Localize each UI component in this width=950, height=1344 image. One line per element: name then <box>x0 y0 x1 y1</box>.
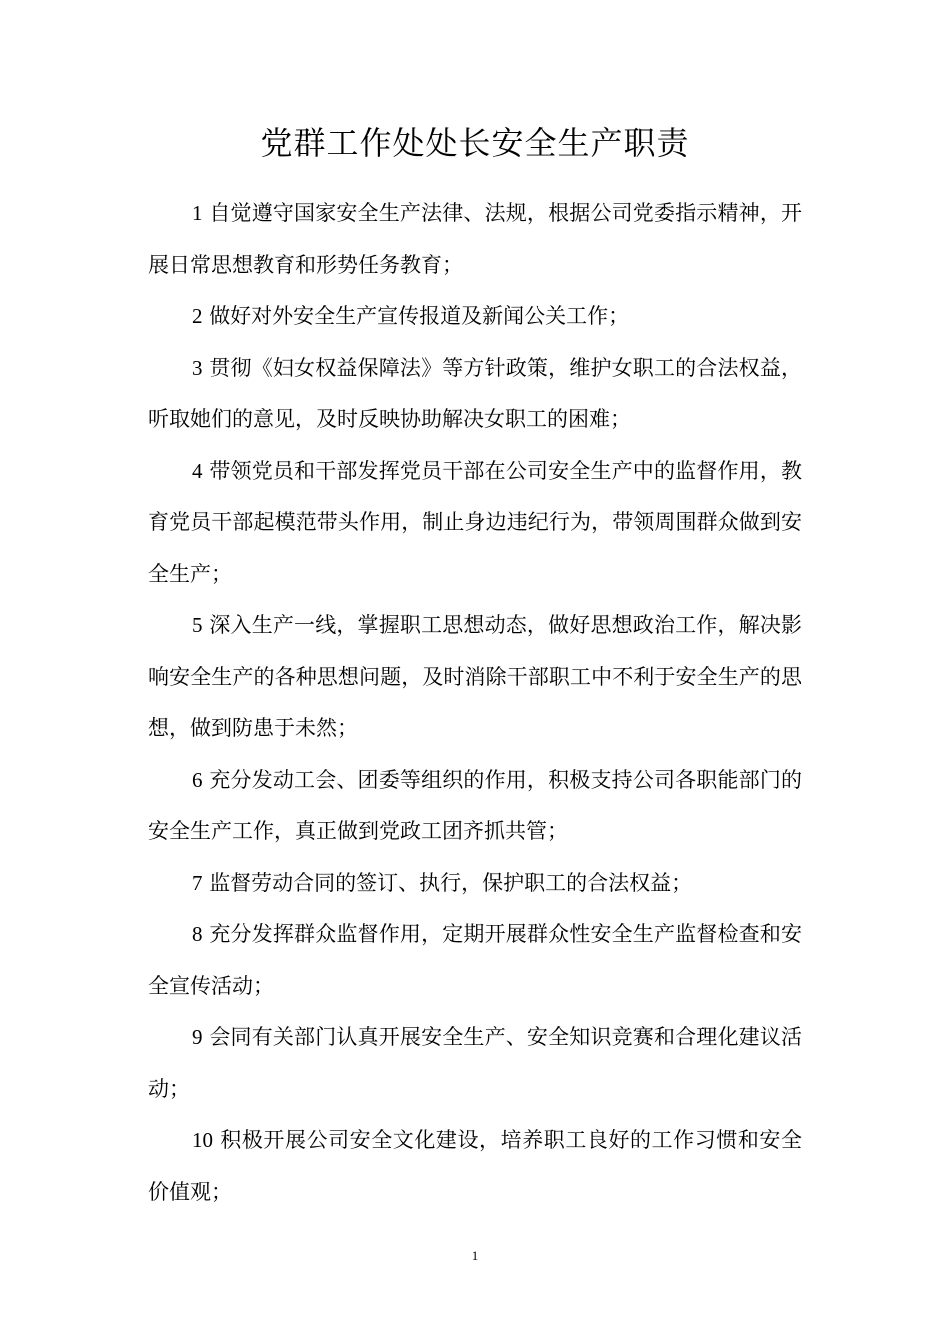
document-title: 党群工作处处长安全生产职责 <box>260 124 690 162</box>
duty-item <box>148 909 802 1012</box>
document-body <box>148 188 802 1218</box>
duty-item <box>148 858 802 910</box>
item-number: 9 <box>192 1025 203 1049</box>
page-number: 1 <box>471 1248 479 1263</box>
item-number: 7 <box>192 870 203 895</box>
item-text: 充分发动工会、团委等组织的作用，积极支持公司各职能部门的安全生产工作，真正做到党政工团齐抓共管； <box>148 767 802 843</box>
duty-item <box>148 755 802 858</box>
item-text: 做好对外安全生产宣传报道及新闻公关工作； <box>209 304 630 328</box>
duty-item <box>148 1115 802 1218</box>
item-text: 充分发挥群众监督作用，定期开展群众性安全生产监督检查和安全宣传活动； <box>148 922 802 998</box>
item-number: 1 <box>192 201 203 225</box>
item-number: 2 <box>192 304 203 328</box>
item-number: 3 <box>192 355 203 380</box>
item-text: 会同有关部门认真开展安全生产、安全知识竞赛和合理化建议活动； <box>148 1025 802 1101</box>
duty-item <box>148 291 802 343</box>
item-text: 自觉遵守国家安全生产法律、法规，根据公司党委指示精神，开展日常思想教育和形势任务教育； <box>148 201 802 277</box>
item-number: 8 <box>192 922 203 946</box>
item-text: 积极开展公司安全文化建设，培养职工良好的工作习惯和安全价值观； <box>148 1128 802 1204</box>
item-number: 4 <box>192 458 203 483</box>
duty-item <box>148 1012 802 1115</box>
item-text: 贯彻《妇女权益保障法》等方针政策，维护女职工的合法权益，听取她们的意见，及时反映协助解决女职工的困难； <box>148 355 802 431</box>
item-text: 带领党员和干部发挥党员干部在公司安全生产中的监督作用，教育党员干部起模范带头作用，制止身边违纪行为，带领周围群众做到安全生产； <box>148 458 802 586</box>
duty-item <box>148 188 802 291</box>
item-number: 6 <box>192 767 203 792</box>
duty-item <box>148 343 802 446</box>
item-text: 深入生产一线，掌握职工思想动态，做好思想政治工作，解决影响安全生产的各种思想问题，及时消除干部职工中不利于安全生产的思想，做到防患于未然； <box>148 613 802 740</box>
duty-item <box>148 446 802 601</box>
duty-item <box>148 600 802 755</box>
item-text: 监督劳动合同的签订、执行，保护职工的合法权益； <box>209 870 693 895</box>
item-number: 10 <box>192 1128 213 1152</box>
item-number: 5 <box>192 613 203 637</box>
